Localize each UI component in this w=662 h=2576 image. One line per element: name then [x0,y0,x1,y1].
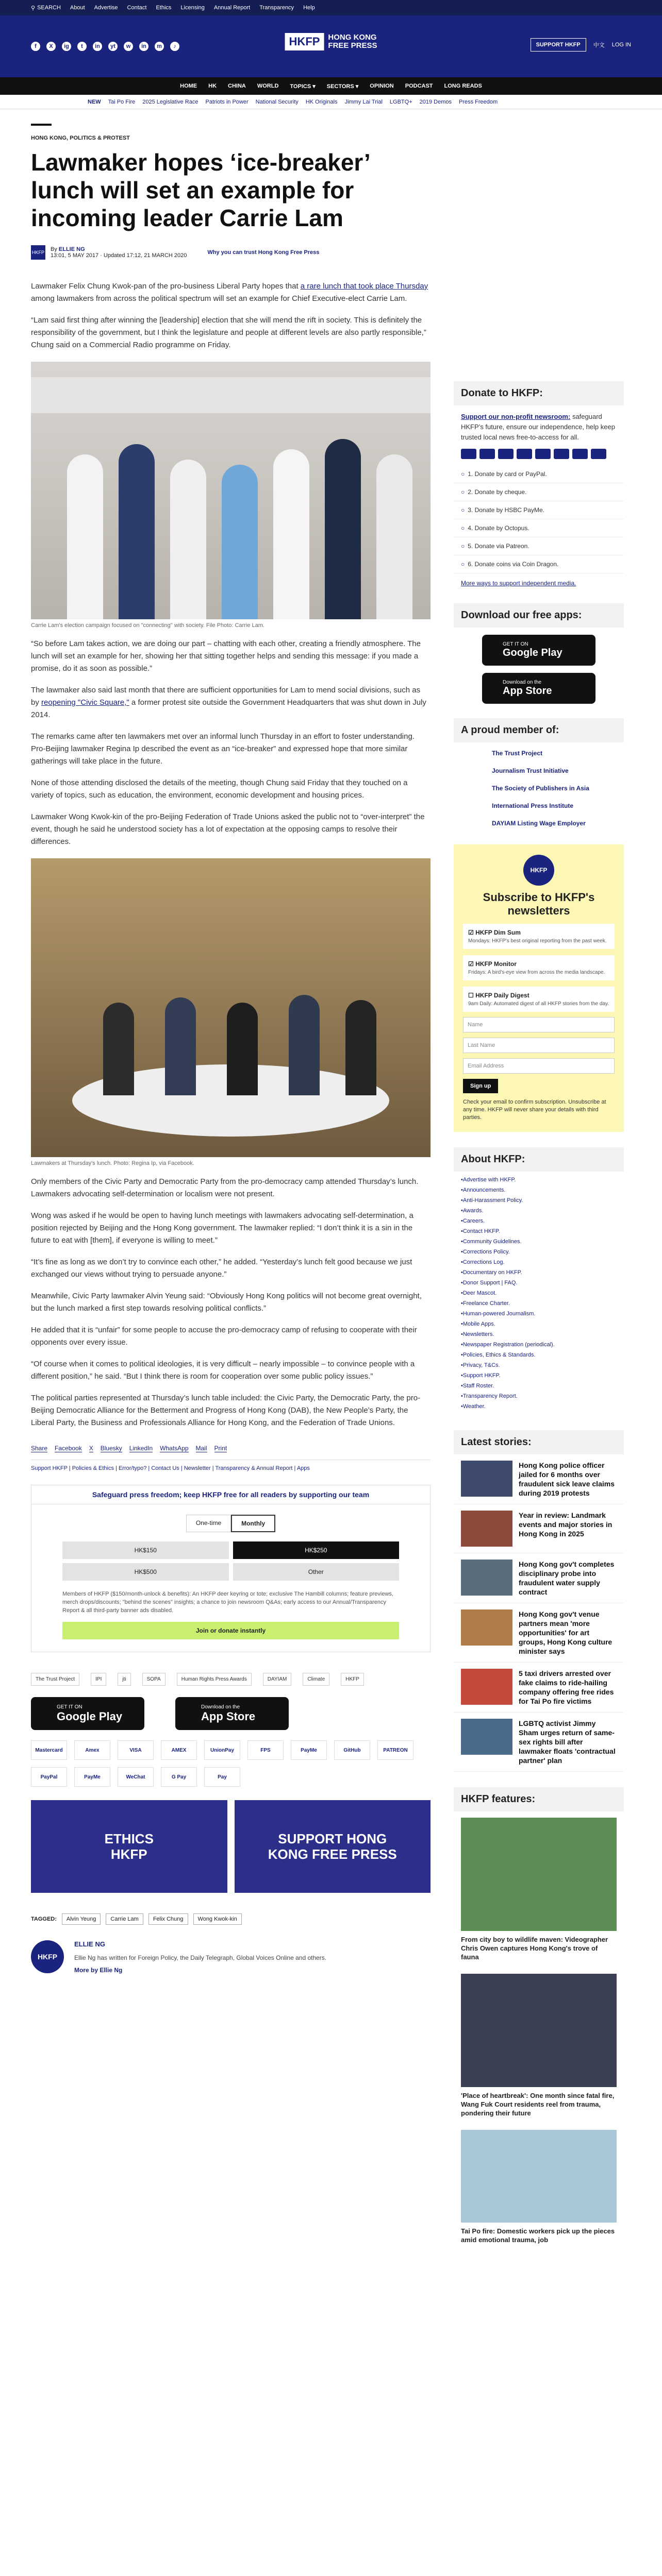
photo-figure [289,995,320,1095]
frequency-toggle [31,1515,430,1532]
story-thumbnail [461,1511,512,1547]
card-icon [591,449,606,459]
about-link[interactable]: • Newsletters. [461,1329,617,1340]
email-field[interactable]: Email Address [463,1058,615,1074]
member-list [454,742,624,834]
logo-text: HONG KONG FREE PRESS [328,33,377,50]
photo-figure [165,997,196,1095]
payment-logo[interactable]: FPS [247,1740,284,1760]
card-logos [454,449,624,459]
member-logo[interactable]: SOPA [142,1673,166,1686]
story-thumbnail [461,1719,512,1755]
story-thumbnail [461,1669,512,1705]
photo-caption: Lawmakers at Thursday's lunch. Photo: Regina Ip, via Facebook. [31,1160,194,1166]
why-trust-link[interactable]: Why you can trust Hong Kong Free Press [207,249,320,256]
lunch-link[interactable]: a rare lunch that took place Thursday [300,282,428,291]
nav-home[interactable]: HOME [180,83,197,89]
more-ways-link[interactable]: More ways to support independent media. [461,580,576,587]
nav-world[interactable]: WORLD [257,83,279,89]
paragraph: The remarks came after ten lawmakers met over an informal lunch Thursday in an effort to foster understanding. Pro-Beijing lawmaker Regina Ip described the event as an “ice-breaker” and expressed hope that more similar gatherings will take place in the future. [31,732,415,766]
share-linkedin[interactable]: LinkedIn [129,1445,153,1452]
card-icon [461,449,476,459]
member-logo[interactable]: Journalism Trust Initiative [492,767,569,774]
donate-method[interactable]: ○ 1. Donate by card or PayPal. [454,465,624,483]
about-link[interactable]: • Support HKFP. [461,1370,617,1381]
feature-story[interactable] [454,1968,624,2124]
trending-link[interactable]: Patriots in Power [205,98,249,105]
member-logo[interactable]: Human Rights Press Awards [177,1673,252,1686]
about-link[interactable]: • Human-powered Journalism. [461,1309,617,1319]
byline-text: By ELLIE NG 13:01, 5 MAY 2017 · Updated 17:12, 21 MARCH 2020 [51,246,187,259]
card-icon [554,449,569,459]
whatsapp-icon[interactable]: w [124,42,133,51]
share-row [31,1445,431,1452]
trending-link[interactable]: National Security [255,98,299,105]
join-button[interactable]: Join or donate instantly [62,1622,399,1639]
article-photo-1 [31,362,431,619]
app-store-button[interactable]: Download on the App Store [482,673,595,704]
about-link[interactable]: • Corrections Log. [461,1257,617,1267]
support-banner[interactable]: SUPPORT HONG KONG FREE PRESS [235,1800,431,1893]
share-bluesky[interactable]: Bluesky [100,1445,122,1452]
donate-methods [454,465,624,573]
newsletter-signup [454,844,624,1132]
about-link[interactable]: • Freelance Charter. [461,1298,617,1309]
payment-logo[interactable]: Mastercard [31,1740,67,1760]
payment-logo[interactable]: Pay [204,1767,240,1787]
nav-sectors[interactable]: SECTORS ▾ [326,83,359,90]
photo-figure [170,460,206,619]
about-link[interactable]: • Staff Roster. [461,1381,617,1391]
newsletter-badge: HKFP [523,855,554,886]
photo-figure [222,465,258,619]
x-icon[interactable]: X [46,42,56,51]
tag[interactable]: Alvin Yeung [62,1913,101,1925]
photo-figure [345,1000,376,1095]
member-logo[interactable]: The Trust Project [492,750,543,757]
monthly-option[interactable]: Monthly [231,1515,275,1532]
share-mail[interactable]: Mail [195,1445,207,1452]
trending-link[interactable]: LGBTQ+ [389,98,412,105]
latest-story[interactable] [454,1553,624,1603]
latest-story[interactable] [454,1504,624,1553]
facebook-icon[interactable]: f [31,42,40,51]
amount-option[interactable]: HK$150 [62,1541,229,1559]
article-column [31,124,431,1974]
about-link[interactable]: • Community Guidelines. [461,1236,617,1247]
card-icon [479,449,495,459]
paragraph: The lawmaker also said last month that there are sufficient opportunities for Lam to mend social divisions, such as by reopening "Civic Square," a former protest site outside the Government Headquarters that was shut down in July 2014. [31,686,426,719]
newsletter-option[interactable]: ☑ HKFP Monitor Fridays: A bird's-eye view from across the media landscape. [463,955,615,980]
newsletter-option[interactable]: ☑ HKFP Dim Sum Mondays: HKFP's best original reporting from the past week. [463,924,615,949]
paragraph: The political parties represented at Thursday’s lunch table included: the Civic Party, the Democratic Party, the pro-Beijing Democratic Alliance for the Betterment and Progress of Hong Kong (DAB), the New People’s Party, the Liberal Party, the Business and Professionals Alliance for Hong Kong, and the Federation of Trade Unions. [31,1394,421,1427]
author-avatar: HKFP [31,245,45,260]
youtube-icon[interactable]: yt [108,42,118,51]
about-link[interactable]: • Careers. [461,1216,617,1226]
about-list [454,1172,624,1415]
payment-methods [31,1740,431,1787]
nav-long-reads[interactable]: LONG READS [444,83,482,89]
paragraph: Lawmaker Wong Kwok-kin of the pro-Beijing Federation of Trade Unions asked the public not to “over-interpret” the event, though he said he understood society has a lot of expectation at the opposing camps to resolve their differences. [31,812,425,846]
about-link[interactable]: • Mobile Apps. [461,1319,617,1329]
latest-story[interactable] [454,1663,624,1713]
about-link[interactable]: • Contact HKFP. [461,1226,617,1236]
payment-logo[interactable]: PATREON [377,1740,413,1760]
main-nav [0,77,662,95]
trending-link[interactable]: 2025 Legislative Race [142,98,198,105]
login-link[interactable]: LOG IN [611,42,631,48]
amount-options [62,1541,399,1581]
checkbox-icon[interactable]: ☑ [468,929,474,936]
payment-logo[interactable]: AMEX [161,1740,197,1760]
author-info [74,1940,326,1974]
linkedin-icon[interactable]: in [93,42,102,51]
feature-image [461,1818,617,1931]
civic-square-link[interactable]: reopening "Civic Square," [41,698,129,707]
social-links [31,42,179,51]
about-link[interactable]: • Donor Support | FAQ. [461,1278,617,1288]
help-link[interactable]: Help [303,5,315,11]
trending-link[interactable]: Jimmy Lai Trial [344,98,383,105]
paragraph: None of those attending disclosed the details of the meeting, though Chung said Friday that they touched on a variety of topics, such as education, the environment, economic development and housing prices. [31,778,408,800]
trending-link[interactable]: 2019 Demos [419,98,452,105]
feature-image [461,2130,617,2223]
member-logo[interactable]: The Trust Project [31,1673,79,1686]
amount-option[interactable]: HK$250 [233,1541,400,1559]
author-box [31,1940,431,1974]
about-link[interactable]: • Transparency Report. [461,1391,617,1401]
newsletter-option[interactable]: ☐ HKFP Daily Digest 9am Daily: Automated digest of all HKFP stories from the day. [463,987,615,1012]
feature-story[interactable] [454,2124,624,2250]
trending-link[interactable]: Tai Po Fire [108,98,136,105]
tag[interactable]: Felix Chung [148,1913,188,1925]
contact-link[interactable]: Contact [127,5,147,11]
last-name-field[interactable]: Last Name [463,1038,615,1053]
photo-figure [227,1003,258,1095]
trending-link[interactable]: Press Freedom [459,98,498,105]
latest-story[interactable] [454,1454,624,1504]
photo-figure [103,1003,134,1095]
amount-option[interactable]: HK$500 [62,1563,229,1581]
member-logos [31,1673,431,1686]
nav-topics[interactable]: TOPICS ▾ [290,83,316,90]
article-photo-2 [31,858,431,1157]
newsletter-title: Subscribe to HKFP's newsletters [483,891,595,917]
tag[interactable]: Carrie Lam [106,1913,143,1925]
tag[interactable]: Wong Kwok-kin [193,1913,242,1925]
share-whatsapp[interactable]: WhatsApp [160,1445,189,1452]
story-thumbnail [461,1609,512,1646]
feature-story[interactable] [454,1811,624,1968]
donate-heading: Safeguard press freedom; keep HKFP free for all readers by supporting our team [31,1485,430,1504]
article-headline: Lawmaker hopes ‘ice-breaker’ lunch will set an example for incoming leader Carrie Lam [31,149,370,231]
about-link[interactable]: • Privacy, T&Cs. [461,1360,617,1370]
about-link[interactable]: • Awards. [461,1206,617,1216]
story-title: Hong Kong gov't venue partners mean 'more opportunities' for art groups, Hong Kong culture minister says [519,1610,613,1655]
photo-figure [119,444,155,619]
paragraph: Wong was asked if he would be open to having lunch meetings with lawmakers advocating self-determination, a position rejected by Beijing and the Hong Kong government. The lawmaker replied: “I don’t think it is a sin in the future to eat with [them], if everyone is willing to meet.” [31,1211,413,1245]
newsletter-note: Check your email to confirm subscription. Unsubscribe at any time. HKFP will never share your details with third parties. [463,1099,606,1121]
photo-figure [376,454,412,619]
about-link[interactable]: • Policies, Ethics & Standards. [461,1350,617,1360]
dateline: 13:01, 5 MAY 2017 · Updated 17:12, 21 MARCH 2020 [51,252,187,259]
story-thumbnail [461,1461,512,1497]
google-play-button[interactable]: GET IT ON Google Play [31,1697,144,1730]
paragraph: “Lam said first thing after winning the [leadership] election that she will mend the rift in society. This is definitely the responsibility of the government, but I think the legislature and people at different levels are also partly responsible,” Chung said on a Commercial Radio programme on Friday. [31,316,426,349]
member-title: A proud member of: [454,718,624,742]
about-link[interactable]: • Corrections Policy. [461,1247,617,1257]
share-facebook[interactable]: Facebook [55,1445,82,1452]
paragraph: “Of course when it comes to political ideologies, it is very difficult – nearly impossible – to convince people with a different position,” he said. “But I think there is room for cooperation over some public policy issues.” [31,1360,415,1381]
feature-image [461,1974,617,2087]
google-play-button[interactable]: GET IT ON Google Play [482,635,595,666]
member-logo[interactable]: Climate [303,1673,329,1686]
donate-method[interactable]: ○ 2. Donate by cheque. [454,483,624,501]
payment-logo[interactable]: WeChat [118,1767,154,1787]
photo-caption: Carrie Lam's election campaign focused on "connecting" with society. File Photo: Carrie Lam. [31,622,264,629]
member-logo[interactable]: jti [118,1673,130,1686]
photo-figure [273,449,309,619]
member-logo[interactable]: DAYIAM [263,1673,292,1686]
footer-links[interactable]: Support HKFP | Policies & Ethics | Error/typo? | Contact Us | Newsletter | Transparency & Annual Report | Apps [31,1460,431,1471]
payment-logo[interactable]: VISA [118,1740,154,1760]
nav-hk[interactable]: HK [208,83,217,89]
mastodon-icon[interactable]: m [155,42,164,51]
promo-banners [31,1800,431,1893]
article-category[interactable]: HONG KONG, POLITICS & PROTEST [31,124,52,141]
photo-figure [325,439,361,619]
ethics-banner[interactable]: ETHICS HKFP [31,1800,227,1893]
amount-option[interactable]: Other [233,1563,400,1581]
new-label: NEW [88,98,101,105]
paragraph: Only members of the Civic Party and Democratic Party from the pro-democracy camp attended Thursday’s lunch. Lawmakers advocating self-determination or localism were not present. [31,1177,419,1198]
latest-story[interactable] [454,1603,624,1663]
author-bio: Ellie Ng has written for Foreign Policy, the Daily Telegraph, Global Voices Online and others. [74,1954,327,1961]
about-link[interactable]: • Deer Mascot. [461,1288,617,1298]
header-actions [531,38,631,52]
support-hkfp-button[interactable]: SUPPORT HKFP [531,38,586,52]
donate-method[interactable]: ○ 4. Donate by Octopus. [454,519,624,537]
nav-podcast[interactable]: PODCAST [405,83,433,89]
donate-text: Support our non-profit newsroom: safeguard HKFP’s future, ensure our independence, help keep trusted local news free-to-access for all. [461,413,615,441]
about-link[interactable]: • Anti-Harassment Policy. [461,1195,617,1206]
about-link[interactable]: • Documentary on HKFP. [461,1267,617,1278]
donate-title: Donate to HKFP: [454,381,624,405]
share-print[interactable]: Print [214,1445,227,1452]
app-store-row [31,1697,431,1730]
advertise-link[interactable]: Advertise [94,5,118,11]
ethics-link[interactable]: Ethics [156,5,172,11]
card-icon [517,449,532,459]
sidebar [454,381,624,2250]
paragraph: He added that it is “unfair” for some people to accuse the pro-democracy camp of refusing to cooperate with their opponents over every issue. [31,1326,417,1347]
card-icon [498,449,514,459]
trending-link[interactable]: HK Originals [305,98,338,105]
about-title: About HKFP: [454,1147,624,1172]
tags-label: TAGGED: [31,1916,57,1922]
story-title: Hong Kong police officer jailed for 6 months over fraudulent sick leave claims during 2019 protests [519,1461,615,1497]
member-logo[interactable]: The Society of Publishers in Asia [492,785,589,792]
paragraph: Lawmaker Felix Chung Kwok-pan of the pro-business Liberal Party hopes that a rare lunch that took place Thursday among lawmakers from across the political spectrum will set an example for Chief Executive-elect Carrie Lam. [31,282,428,303]
latest-title: Latest stories: [454,1430,624,1454]
payment-logo[interactable]: Amex [74,1740,110,1760]
nav-opinion[interactable]: OPINION [370,83,394,89]
member-logo[interactable]: International Press Institute [492,802,574,809]
threads-icon[interactable]: t [77,42,87,51]
member-logo[interactable]: IPI [91,1673,106,1686]
donate-link[interactable]: Support our non-profit newsroom: [461,413,571,420]
site-logo[interactable] [285,33,377,50]
payment-logo[interactable]: PayPal [31,1767,67,1787]
transparency-link[interactable]: Transparency [259,5,294,11]
licensing-link[interactable]: Licensing [180,5,205,11]
instagram-icon[interactable]: ig [62,42,71,51]
paragraph: “It’s fine as long as we don’t try to convince each other,” he added. “Yesterday’s lunch felt good because we just exchanged our views without trying to persuade anyone.” [31,1258,412,1279]
about-link[interactable]: • Announcements. [461,1185,617,1195]
tiktok-icon[interactable]: ♪ [170,42,179,51]
apps-title: Download our free apps: [454,603,624,628]
search-icon: ⚲ [31,5,36,11]
language-toggle[interactable]: 中文 [593,42,605,48]
payment-logo[interactable]: PayMe [74,1767,110,1787]
story-title: Year in review: Landmark events and major stories in Hong Kong in 2025 [519,1511,613,1538]
donate-panel [31,1485,431,1652]
first-name-field[interactable]: Name [463,1017,615,1032]
about-link[interactable]: • Newspaper Registration (periodical). [461,1340,617,1350]
feature-title: From city boy to wildlife maven: Videographer Chris Owen captures Hong Kong's trove of fauna [461,1936,608,1961]
card-icon [572,449,588,459]
sign-up-button[interactable]: Sign up [463,1079,498,1093]
member-benefits: Members of HKFP ($150/month-unlock & benefits): An HKFP deer keyring or tote; exclusive The Hambill columns; feature previews, merch drops/discounts; "behind the scenes" insights; a chance to join newsroom Q&As; early access to our Annual/Transparency Report & all third-party banner ads disabled. [62,1591,393,1614]
photo-figure [67,454,103,619]
checkbox-icon[interactable]: ☐ [468,992,474,999]
article-body [31,280,431,1429]
author-name[interactable]: ELLIE NG [74,1940,105,1948]
donate-method[interactable]: ○ 5. Donate via Patreon. [454,537,624,555]
payment-logo[interactable]: GitHub [334,1740,370,1760]
tag-list [31,1913,431,1925]
card-icon [535,449,551,459]
feature-title: Tai Po fire: Domestic workers pick up the pieces amid emotional trauma, job [461,2227,615,2244]
about-link[interactable]: • Weather. [461,1401,617,1412]
payment-logo[interactable]: PayMe [291,1740,327,1760]
paragraph: Meanwhile, Civic Party lawmaker Alvin Yeung said: “Obviously Hong Kong politics will not become great overnight, but the lunch marked a first step towards resolving political conflicts.” [31,1292,422,1313]
annual-report-link[interactable]: Annual Report [213,5,251,11]
share-button[interactable]: Share [31,1445,48,1452]
app-store-button[interactable]: Download on the App Store [175,1697,289,1730]
feature-title: 'Place of heartbreak': One month since fatal fire, Wang Fuk Court residents reel from trauma, pondering their future [461,2092,615,2117]
byline [31,245,431,260]
more-by-author-link[interactable]: More by Ellie Ng [74,1967,123,1974]
about-link[interactable]: • Advertise with HKFP. [461,1175,617,1185]
share-x[interactable]: X [89,1445,93,1452]
latest-story[interactable] [454,1713,624,1772]
features-title: HKFP features: [454,1787,624,1811]
payment-logo[interactable]: G Pay [161,1767,197,1787]
about-link[interactable]: About [70,5,85,11]
story-title: 5 taxi drivers arrested over fake claims to ride-hailing company offering free rides for Tai Po fire victims [519,1669,614,1705]
search-link[interactable]: ⚲ SEARCH [31,5,61,11]
telegram-icon[interactable]: in [139,42,148,51]
paragraph: “So before Lam takes action, we are doing our part – chatting with each other, creating a friendly atmosphere. The lunch will set an example for her, showing her that sitting together helps and sending this message: if you made a promise, do it as soon as possible.” [31,639,421,673]
member-logo[interactable]: DAYIAM Listing Wage Employer [492,820,586,827]
author-link[interactable]: ELLIE NG [58,246,85,252]
photo-backdrop [31,377,431,413]
story-thumbnail [461,1560,512,1596]
member-logo[interactable]: HKFP [341,1673,364,1686]
donate-method[interactable]: ○ 3. Donate by HSBC PayMe. [454,501,624,519]
trending-bar [0,95,662,109]
story-title: LGBTQ activist Jimmy Sham urges return of same-sex rights bill after lawmaker floats 'contractual partner' plan [519,1719,616,1765]
brand-header [0,15,662,77]
checkbox-icon[interactable]: ☑ [468,960,474,968]
logo-mark: HKFP [285,33,324,50]
payment-logo[interactable]: UnionPay [204,1740,240,1760]
story-title: Hong Kong gov't completes disciplinary probe into fraudulent water supply contract [519,1560,615,1596]
utility-bar [0,0,662,15]
donate-method[interactable]: ○ 6. Donate coins via Coin Dragon. [454,555,624,573]
author-avatar: HKFP [31,1940,64,1973]
one-time-option[interactable]: One-time [186,1515,231,1532]
nav-china[interactable]: CHINA [228,83,246,89]
